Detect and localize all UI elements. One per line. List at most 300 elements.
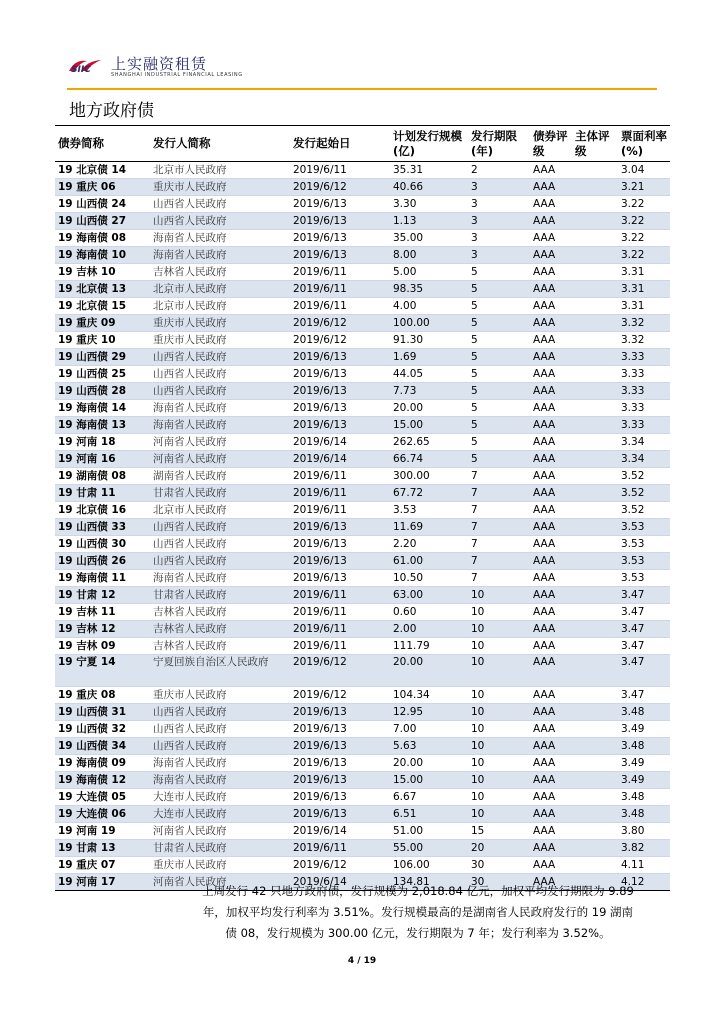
cell-issuer-rating xyxy=(572,434,618,451)
cell-issuer-rating xyxy=(572,772,618,789)
cell-issuer: 重庆市人民政府 xyxy=(150,179,290,196)
cell-coupon-rate: 3.52 xyxy=(618,485,670,502)
cell-bond-name: 19 甘肃 13 xyxy=(55,840,150,857)
cell-start-date: 2019/6/12 xyxy=(290,315,390,332)
cell-issuer: 海南省人民政府 xyxy=(150,755,290,772)
cell-bond-rating: AAA xyxy=(530,823,572,840)
cell-start-date: 2019/6/13 xyxy=(290,230,390,247)
cell-coupon-rate: 3.33 xyxy=(618,366,670,383)
cell-bond-rating: AAA xyxy=(530,874,572,891)
bond-issuance-table xyxy=(55,125,670,891)
cell-start-date: 2019/6/13 xyxy=(290,247,390,264)
cell-issuer-rating xyxy=(572,738,618,755)
cell-term: 5 xyxy=(468,281,530,298)
cell-issuer-rating xyxy=(572,485,618,502)
cell-bond-rating: AAA xyxy=(530,587,572,604)
cell-coupon-rate: 3.80 xyxy=(618,823,670,840)
cell-bond-name: 19 重庆 08 xyxy=(55,687,150,704)
cell-start-date: 2019/6/13 xyxy=(290,536,390,553)
cell-bond-name: 19 北京债 14 xyxy=(55,162,150,179)
header-start-date: 发行起始日 xyxy=(290,126,390,162)
cell-start-date: 2019/6/14 xyxy=(290,451,390,468)
cell-start-date: 2019/6/11 xyxy=(290,840,390,857)
cell-bond-rating: AAA xyxy=(530,468,572,485)
cell-issuer-rating xyxy=(572,789,618,806)
cell-term: 7 xyxy=(468,485,530,502)
table-row xyxy=(55,570,670,587)
table-row xyxy=(55,823,670,840)
cell-term: 7 xyxy=(468,468,530,485)
cell-term: 3 xyxy=(468,230,530,247)
cell-coupon-rate: 3.34 xyxy=(618,434,670,451)
table-row xyxy=(55,840,670,857)
cell-issuer-rating xyxy=(572,638,618,655)
table-row xyxy=(55,687,670,704)
cell-issuer: 甘肃省人民政府 xyxy=(150,587,290,604)
table-row xyxy=(55,179,670,196)
cell-coupon-rate: 3.32 xyxy=(618,332,670,349)
cell-planned-size: 20.00 xyxy=(390,755,468,772)
cell-issuer-rating xyxy=(572,587,618,604)
cell-bond-name: 19 宁夏 14 xyxy=(55,655,150,687)
cell-bond-rating: AAA xyxy=(530,485,572,502)
cell-term: 5 xyxy=(468,264,530,281)
table-row xyxy=(55,434,670,451)
cell-bond-rating: AAA xyxy=(530,772,572,789)
cell-start-date: 2019/6/12 xyxy=(290,687,390,704)
cell-start-date: 2019/6/13 xyxy=(290,383,390,400)
cell-bond-name: 19 山西债 24 xyxy=(55,196,150,213)
cell-planned-size: 40.66 xyxy=(390,179,468,196)
cell-issuer: 海南省人民政府 xyxy=(150,417,290,434)
cell-planned-size: 10.50 xyxy=(390,570,468,587)
cell-bond-rating: AAA xyxy=(530,434,572,451)
cell-issuer-rating xyxy=(572,655,618,687)
cell-bond-name: 19 湖南债 08 xyxy=(55,468,150,485)
cell-bond-rating: AAA xyxy=(530,519,572,536)
cell-planned-size: 15.00 xyxy=(390,772,468,789)
cell-coupon-rate: 3.34 xyxy=(618,451,670,468)
cell-start-date: 2019/6/12 xyxy=(290,655,390,687)
cell-issuer: 海南省人民政府 xyxy=(150,570,290,587)
cell-planned-size: 55.00 xyxy=(390,840,468,857)
cell-term: 20 xyxy=(468,840,530,857)
cell-term: 3 xyxy=(468,179,530,196)
cell-issuer: 甘肃省人民政府 xyxy=(150,840,290,857)
table-row xyxy=(55,213,670,230)
cell-bond-name: 19 吉林 11 xyxy=(55,604,150,621)
cell-issuer-rating xyxy=(572,704,618,721)
table-row xyxy=(55,247,670,264)
cell-term: 15 xyxy=(468,823,530,840)
header-issuer-rating: 主体评级 xyxy=(572,126,618,162)
table-row xyxy=(55,704,670,721)
cell-issuer: 吉林省人民政府 xyxy=(150,604,290,621)
cell-planned-size: 1.69 xyxy=(390,349,468,366)
table-row xyxy=(55,366,670,383)
cell-planned-size: 11.69 xyxy=(390,519,468,536)
cell-planned-size: 67.72 xyxy=(390,485,468,502)
cell-coupon-rate: 3.33 xyxy=(618,400,670,417)
cell-term: 5 xyxy=(468,332,530,349)
cell-issuer: 河南省人民政府 xyxy=(150,434,290,451)
cell-planned-size: 7.00 xyxy=(390,721,468,738)
cell-issuer: 山西省人民政府 xyxy=(150,519,290,536)
cell-start-date: 2019/6/12 xyxy=(290,857,390,874)
cell-bond-name: 19 山西债 25 xyxy=(55,366,150,383)
cell-coupon-rate: 3.32 xyxy=(618,315,670,332)
cell-bond-name: 19 大连债 05 xyxy=(55,789,150,806)
cell-start-date: 2019/6/12 xyxy=(290,179,390,196)
cell-planned-size: 106.00 xyxy=(390,857,468,874)
cell-bond-name: 19 重庆 10 xyxy=(55,332,150,349)
table-row xyxy=(55,417,670,434)
cell-issuer-rating xyxy=(572,162,618,179)
cell-bond-name: 19 海南债 13 xyxy=(55,417,150,434)
cell-start-date: 2019/6/14 xyxy=(290,874,390,891)
cell-planned-size: 44.05 xyxy=(390,366,468,383)
header-coupon-rate: 票面利率(%) xyxy=(618,126,670,162)
cell-term: 5 xyxy=(468,383,530,400)
cell-bond-rating: AAA xyxy=(530,349,572,366)
cell-issuer-rating xyxy=(572,196,618,213)
cell-coupon-rate: 3.33 xyxy=(618,417,670,434)
table-row xyxy=(55,789,670,806)
cell-issuer-rating xyxy=(572,349,618,366)
cell-term: 7 xyxy=(468,553,530,570)
cell-issuer: 甘肃省人民政府 xyxy=(150,485,290,502)
cell-start-date: 2019/6/13 xyxy=(290,738,390,755)
cell-planned-size: 66.74 xyxy=(390,451,468,468)
cell-planned-size: 3.30 xyxy=(390,196,468,213)
cell-bond-rating: AAA xyxy=(530,704,572,721)
cell-issuer-rating xyxy=(572,400,618,417)
cell-planned-size: 15.00 xyxy=(390,417,468,434)
cell-start-date: 2019/6/14 xyxy=(290,823,390,840)
cell-planned-size: 20.00 xyxy=(390,655,468,687)
cell-coupon-rate: 3.22 xyxy=(618,196,670,213)
cell-issuer-rating xyxy=(572,857,618,874)
cell-issuer: 海南省人民政府 xyxy=(150,400,290,417)
cell-bond-rating: AAA xyxy=(530,230,572,247)
cell-planned-size: 6.51 xyxy=(390,806,468,823)
cell-coupon-rate: 3.47 xyxy=(618,687,670,704)
cell-coupon-rate: 3.48 xyxy=(618,789,670,806)
cell-bond-rating: AAA xyxy=(530,789,572,806)
cell-bond-rating: AAA xyxy=(530,721,572,738)
cell-bond-name: 19 北京债 16 xyxy=(55,502,150,519)
cell-coupon-rate: 3.47 xyxy=(618,587,670,604)
table-row xyxy=(55,264,670,281)
cell-term: 10 xyxy=(468,806,530,823)
cell-issuer: 山西省人民政府 xyxy=(150,721,290,738)
cell-term: 7 xyxy=(468,536,530,553)
table-row xyxy=(55,655,670,687)
cell-bond-rating: AAA xyxy=(530,604,572,621)
table-header-row xyxy=(55,126,670,162)
table-row xyxy=(55,400,670,417)
cell-start-date: 2019/6/11 xyxy=(290,587,390,604)
cell-planned-size: 7.73 xyxy=(390,383,468,400)
section-title: 地方政府债 xyxy=(69,101,154,121)
cell-bond-rating: AAA xyxy=(530,655,572,687)
table-row xyxy=(55,587,670,604)
cell-term: 3 xyxy=(468,213,530,230)
cell-coupon-rate: 3.49 xyxy=(618,755,670,772)
cell-term: 5 xyxy=(468,417,530,434)
cell-planned-size: 111.79 xyxy=(390,638,468,655)
cell-term: 10 xyxy=(468,638,530,655)
table-row xyxy=(55,621,670,638)
table-row xyxy=(55,502,670,519)
cell-start-date: 2019/6/13 xyxy=(290,213,390,230)
cell-start-date: 2019/6/11 xyxy=(290,604,390,621)
cell-issuer: 北京市人民政府 xyxy=(150,298,290,315)
cell-issuer-rating xyxy=(572,298,618,315)
cell-issuer: 海南省人民政府 xyxy=(150,230,290,247)
cell-planned-size: 2.00 xyxy=(390,621,468,638)
cell-start-date: 2019/6/13 xyxy=(290,789,390,806)
cell-bond-name: 19 海南债 08 xyxy=(55,230,150,247)
summary-paragraph: 上周发行 42 只地方政府债，发行规模为 2,018.84 亿元，加权平均发行期限为 9.89 年，加权平均发行利率为 3.51%。发行规模最高的是湖南省人民政府发行的 19 湖南债 08，发行规模为 300.00 亿元，发行期限为 7 年；发行利率为 3.52%。 xyxy=(202,884,634,940)
table-row xyxy=(55,349,670,366)
cell-bond-rating: AAA xyxy=(530,247,572,264)
cell-issuer: 北京市人民政府 xyxy=(150,281,290,298)
cell-start-date: 2019/6/13 xyxy=(290,519,390,536)
cell-bond-rating: AAA xyxy=(530,213,572,230)
logo-english-name: SHANGHAI INDUSTRIAL FINANCIAL LEASING xyxy=(111,72,243,78)
cell-issuer: 宁夏回族自治区人民政府 xyxy=(150,655,290,687)
cell-start-date: 2019/6/11 xyxy=(290,264,390,281)
cell-issuer-rating xyxy=(572,840,618,857)
cell-bond-rating: AAA xyxy=(530,840,572,857)
cell-coupon-rate: 3.31 xyxy=(618,298,670,315)
table-row xyxy=(55,468,670,485)
header-issuer: 发行人简称 xyxy=(150,126,290,162)
cell-bond-rating: AAA xyxy=(530,553,572,570)
cell-issuer-rating xyxy=(572,519,618,536)
cell-issuer-rating xyxy=(572,315,618,332)
cell-bond-rating: AAA xyxy=(530,162,572,179)
cell-coupon-rate: 3.31 xyxy=(618,281,670,298)
page-number: 4 / 19 xyxy=(347,956,377,966)
cell-issuer: 山西省人民政府 xyxy=(150,196,290,213)
cell-issuer-rating xyxy=(572,604,618,621)
cell-coupon-rate: 3.47 xyxy=(618,638,670,655)
table-row xyxy=(55,738,670,755)
cell-bond-name: 19 山西债 28 xyxy=(55,383,150,400)
cell-coupon-rate: 3.53 xyxy=(618,553,670,570)
cell-term: 5 xyxy=(468,298,530,315)
cell-term: 2 xyxy=(468,162,530,179)
cell-coupon-rate: 3.33 xyxy=(618,349,670,366)
cell-term: 10 xyxy=(468,587,530,604)
cell-coupon-rate: 3.47 xyxy=(618,655,670,687)
cell-issuer-rating xyxy=(572,332,618,349)
cell-coupon-rate: 3.82 xyxy=(618,840,670,857)
cell-issuer: 大连市人民政府 xyxy=(150,789,290,806)
table-row xyxy=(55,806,670,823)
cell-issuer-rating xyxy=(572,553,618,570)
cell-start-date: 2019/6/13 xyxy=(290,772,390,789)
cell-start-date: 2019/6/13 xyxy=(290,721,390,738)
cell-start-date: 2019/6/11 xyxy=(290,468,390,485)
cell-term: 7 xyxy=(468,519,530,536)
cell-bond-name: 19 重庆 07 xyxy=(55,857,150,874)
cell-issuer-rating xyxy=(572,570,618,587)
cell-bond-rating: AAA xyxy=(530,857,572,874)
cell-start-date: 2019/6/12 xyxy=(290,332,390,349)
cell-issuer: 吉林省人民政府 xyxy=(150,621,290,638)
cell-planned-size: 4.00 xyxy=(390,298,468,315)
cell-issuer-rating xyxy=(572,366,618,383)
logo-chinese-name: 上实融资租赁 xyxy=(111,55,208,73)
cell-coupon-rate: 3.04 xyxy=(618,162,670,179)
cell-term: 7 xyxy=(468,502,530,519)
table-row xyxy=(55,536,670,553)
cell-issuer: 海南省人民政府 xyxy=(150,247,290,264)
cell-issuer-rating xyxy=(572,823,618,840)
cell-issuer-rating xyxy=(572,806,618,823)
cell-coupon-rate: 3.53 xyxy=(618,536,670,553)
table-row xyxy=(55,553,670,570)
cell-bond-rating: AAA xyxy=(530,179,572,196)
cell-planned-size: 100.00 xyxy=(390,315,468,332)
cell-bond-name: 19 北京债 13 xyxy=(55,281,150,298)
cell-bond-rating: AAA xyxy=(530,366,572,383)
cell-planned-size: 1.13 xyxy=(390,213,468,230)
cell-start-date: 2019/6/11 xyxy=(290,281,390,298)
cell-planned-size: 0.60 xyxy=(390,604,468,621)
cell-issuer: 吉林省人民政府 xyxy=(150,264,290,281)
cell-term: 5 xyxy=(468,451,530,468)
cell-bond-name: 19 重庆 06 xyxy=(55,179,150,196)
cell-issuer: 湖南省人民政府 xyxy=(150,468,290,485)
cell-start-date: 2019/6/11 xyxy=(290,621,390,638)
cell-bond-name: 19 山西债 31 xyxy=(55,704,150,721)
table-row xyxy=(55,772,670,789)
cell-term: 10 xyxy=(468,687,530,704)
cell-bond-name: 19 甘肃 12 xyxy=(55,587,150,604)
cell-bond-name: 19 重庆 09 xyxy=(55,315,150,332)
cell-start-date: 2019/6/13 xyxy=(290,366,390,383)
cell-bond-name: 19 河南 17 xyxy=(55,874,150,891)
cell-bond-rating: AAA xyxy=(530,536,572,553)
table-row xyxy=(55,298,670,315)
cell-planned-size: 61.00 xyxy=(390,553,468,570)
cell-coupon-rate: 3.22 xyxy=(618,230,670,247)
cell-term: 10 xyxy=(468,755,530,772)
cell-bond-rating: AAA xyxy=(530,570,572,587)
cell-issuer: 山西省人民政府 xyxy=(150,213,290,230)
cell-coupon-rate: 3.48 xyxy=(618,806,670,823)
cell-issuer-rating xyxy=(572,383,618,400)
cell-bond-rating: AAA xyxy=(530,196,572,213)
cell-bond-name: 19 河南 18 xyxy=(55,434,150,451)
cell-bond-name: 19 海南债 11 xyxy=(55,570,150,587)
cell-issuer-rating xyxy=(572,213,618,230)
cell-issuer-rating xyxy=(572,468,618,485)
cell-term: 7 xyxy=(468,570,530,587)
cell-coupon-rate: 3.33 xyxy=(618,383,670,400)
cell-bond-rating: AAA xyxy=(530,621,572,638)
cell-issuer: 吉林省人民政府 xyxy=(150,638,290,655)
cell-term: 10 xyxy=(468,604,530,621)
cell-planned-size: 262.65 xyxy=(390,434,468,451)
cell-term: 10 xyxy=(468,789,530,806)
cell-coupon-rate: 3.48 xyxy=(618,738,670,755)
table-row xyxy=(55,162,670,179)
cell-planned-size: 51.00 xyxy=(390,823,468,840)
cell-bond-rating: AAA xyxy=(530,638,572,655)
cell-term: 10 xyxy=(468,655,530,687)
table-row xyxy=(55,230,670,247)
cell-coupon-rate: 3.21 xyxy=(618,179,670,196)
cell-issuer: 山西省人民政府 xyxy=(150,704,290,721)
cell-planned-size: 63.00 xyxy=(390,587,468,604)
cell-start-date: 2019/6/11 xyxy=(290,485,390,502)
table-row xyxy=(55,755,670,772)
table-row xyxy=(55,383,670,400)
cell-issuer-rating xyxy=(572,230,618,247)
header-term: 发行期限(年) xyxy=(468,126,530,162)
table-row xyxy=(55,451,670,468)
company-logo xyxy=(67,51,243,81)
cell-coupon-rate: 3.31 xyxy=(618,264,670,281)
cell-coupon-rate: 3.53 xyxy=(618,519,670,536)
cell-issuer: 重庆市人民政府 xyxy=(150,687,290,704)
cell-coupon-rate: 3.48 xyxy=(618,704,670,721)
cell-planned-size: 300.00 xyxy=(390,468,468,485)
cell-term: 10 xyxy=(468,621,530,638)
cell-issuer-rating xyxy=(572,417,618,434)
cell-bond-rating: AAA xyxy=(530,687,572,704)
cell-bond-name: 19 海南债 09 xyxy=(55,755,150,772)
cell-bond-name: 19 吉林 10 xyxy=(55,264,150,281)
header-rule xyxy=(67,88,657,90)
cell-bond-rating: AAA xyxy=(530,738,572,755)
cell-planned-size: 8.00 xyxy=(390,247,468,264)
cell-start-date: 2019/6/13 xyxy=(290,417,390,434)
cell-start-date: 2019/6/13 xyxy=(290,806,390,823)
cell-coupon-rate: 3.22 xyxy=(618,247,670,264)
cell-coupon-rate: 3.47 xyxy=(618,604,670,621)
cell-issuer: 重庆市人民政府 xyxy=(150,857,290,874)
cell-term: 10 xyxy=(468,721,530,738)
table-row xyxy=(55,638,670,655)
cell-issuer-rating xyxy=(572,621,618,638)
cell-bond-rating: AAA xyxy=(530,281,572,298)
cell-bond-name: 19 河南 19 xyxy=(55,823,150,840)
cell-bond-rating: AAA xyxy=(530,383,572,400)
table-row xyxy=(55,281,670,298)
cell-issuer: 河南省人民政府 xyxy=(150,451,290,468)
cell-issuer: 重庆市人民政府 xyxy=(150,332,290,349)
cell-issuer: 山西省人民政府 xyxy=(150,738,290,755)
cell-bond-rating: AAA xyxy=(530,417,572,434)
cell-bond-name: 19 山西债 29 xyxy=(55,349,150,366)
cell-issuer-rating xyxy=(572,264,618,281)
cell-issuer: 海南省人民政府 xyxy=(150,772,290,789)
cell-bond-name: 19 山西债 33 xyxy=(55,519,150,536)
cell-term: 5 xyxy=(468,366,530,383)
cell-issuer-rating xyxy=(572,687,618,704)
cell-issuer: 河南省人民政府 xyxy=(150,874,290,891)
cell-term: 10 xyxy=(468,704,530,721)
header-bond-rating: 债券评级 xyxy=(530,126,572,162)
table-row xyxy=(55,857,670,874)
cell-planned-size: 35.00 xyxy=(390,230,468,247)
